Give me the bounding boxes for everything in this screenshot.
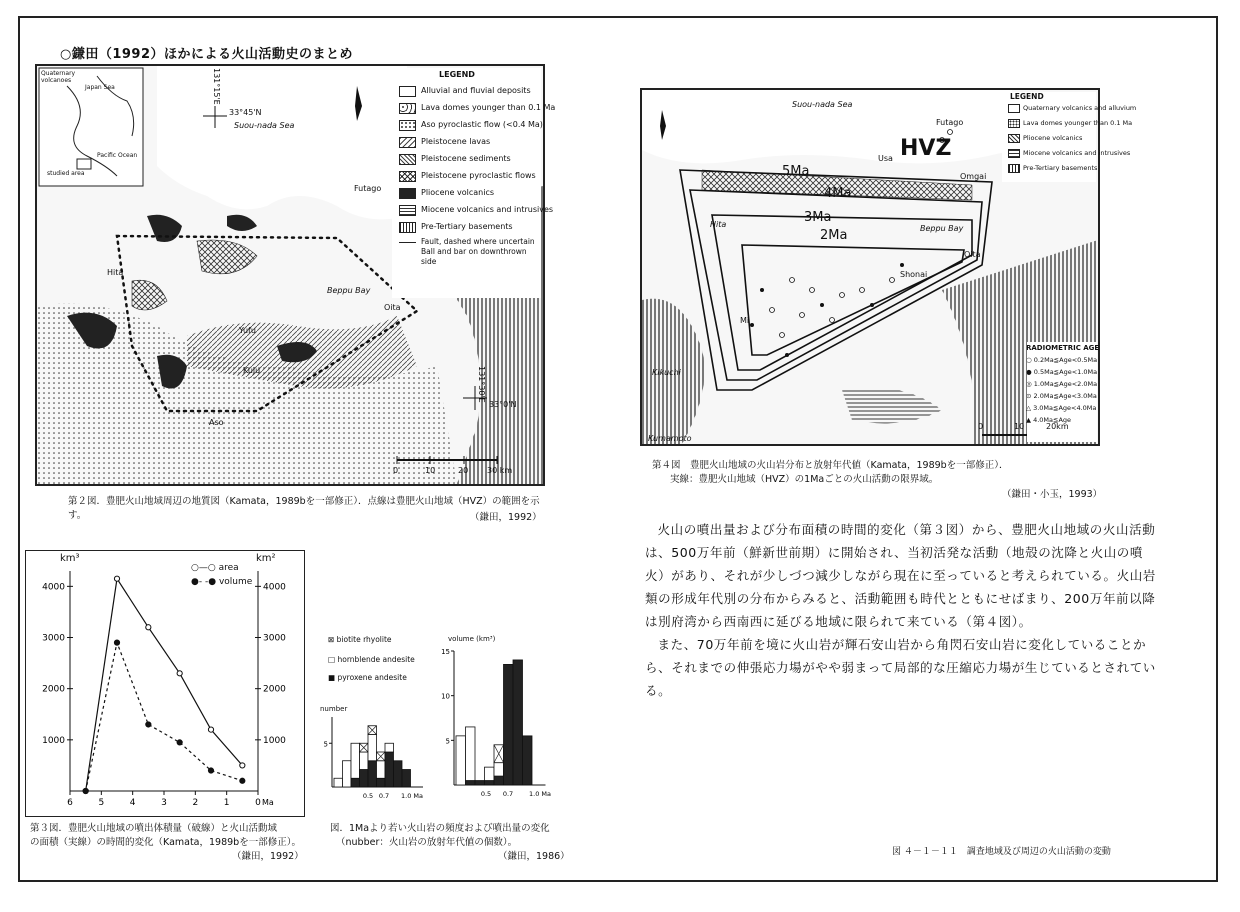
fig3-x-tick-label: 2 — [192, 798, 199, 808]
fig4-legend-item: Pre-Tertiary basements — [1008, 164, 1097, 172]
fig2-legend — [399, 70, 556, 298]
barNum-bar — [351, 778, 360, 787]
barVol-y-tick-label: 10 — [441, 692, 450, 701]
fig3-y-tick-label: 1000 — [42, 735, 65, 746]
fig2-legend-item: Pleistocene sediments — [399, 154, 511, 163]
barNum-x-tick-label: 0.7 — [378, 792, 390, 800]
fig2-legend-item: Lava domes younger than 0.1 Ma — [399, 103, 555, 112]
fig2-legend-title: LEGEND — [439, 70, 475, 79]
fig4-scale-10: 10 — [1014, 422, 1025, 431]
fig2-label-lat2: 33°0'N — [489, 400, 517, 409]
fig4-zone-4ma: 4Ma — [824, 186, 852, 201]
fig3-data-point — [208, 768, 213, 773]
fig3-data-point — [114, 640, 119, 645]
fig3-data-point — [177, 740, 182, 745]
fig2-legend-item: Alluvial and fluvial deposits — [399, 86, 531, 95]
fig4-label-sea: Suou-nada Sea — [792, 100, 853, 109]
page-title: ○鎌田（1992）ほかによる火山活動史のまとめ — [60, 47, 354, 62]
fig3-unit-right: km² — [256, 553, 276, 564]
fig4-radio-item: ▲ 4.0Ma≦Age — [1026, 416, 1072, 424]
fig3-y-tick-label: 2000 — [42, 684, 65, 695]
fig2-label-hita: Hita — [107, 268, 124, 277]
fig4-caption-source: （鎌田・小玉，1993） — [1002, 489, 1103, 500]
fig4-label-usa: Usa — [878, 154, 893, 163]
barVol-bar — [485, 781, 495, 785]
fig2-label-lat1: 33°45'N — [229, 108, 262, 117]
fig4-radio-item: ⊙ 2.0Ma≦Age<3.0Ma — [1026, 392, 1097, 400]
fig4-caption-2: 実線：豊肥火山地域（HVZ）の1Maごとの火山活動の限界域。 — [670, 474, 939, 485]
fig4-radio-item: △ 3.0Ma≦Age<4.0Ma — [1026, 404, 1097, 412]
barVol-x-tick-label: 0.5 — [480, 790, 492, 798]
barVol-bar — [494, 776, 504, 785]
body-paragraph-1: 火山の噴出量および分布面積の時間的変化（第３図）から、豊肥火山地域の火山活動は、500万年前（鮮新世前期）に開始され、当初活発な活動（地殻の沈降と火山の噴火）があり、それが少しづつ減少しながら現在に至っていると考えられている。火山岩類の形成年代別の分布からみると、活動範囲も時代とともにせばまり、200万年前以降は別府湾から西南西に延びる地域に限られて来ている（第４図）。 — [645, 522, 1156, 629]
fig2-caption-source: （鎌田，1992） — [470, 512, 542, 523]
barNum-bar — [360, 752, 369, 770]
fig2-label-oita: Oita — [384, 303, 401, 312]
fig3-unit-left: km³ — [60, 553, 80, 564]
fig2-legend-item: Pleistocene lavas — [399, 137, 490, 146]
fig4-label-oita: Oita — [964, 250, 981, 259]
barNum-bar — [377, 778, 386, 787]
fig3-data-point — [146, 625, 151, 630]
body-paragraph-2: また、70万年前を境に火山岩が輝石安山岩から角閃石安山岩に変化していることから、それまでの伸張応力場がやや弱まって局部的な圧縮応力場が生じているとされている。 — [645, 637, 1156, 698]
bars-caption-2: （nubber：火山岩の放射年代値の個数）。 — [336, 837, 518, 848]
fig2-fault-note: Fault, dashed where uncertain Ball and bar on downthrown side — [421, 237, 535, 266]
legend-swatch — [1008, 164, 1020, 173]
fig2-legend-item: Aso pyroclastic flow (<0.4 Ma) — [399, 120, 543, 129]
barVol-y-tick-label: 5 — [445, 737, 450, 746]
barVol-bar — [475, 781, 485, 785]
fig2-label-kuju: Kuju — [243, 366, 261, 375]
barVol-bar — [485, 767, 495, 780]
legend-swatch — [399, 205, 416, 216]
legend-swatch — [399, 103, 416, 114]
barNum-x-tick-label: 0.5 — [362, 792, 374, 800]
barNum-bar — [377, 761, 386, 779]
fig4-legend — [1008, 92, 1137, 182]
barNum-bar — [334, 778, 343, 787]
fig2-legend-item: Pleistocene pyroclastic flows — [399, 171, 536, 180]
fig4-scale-20: 20km — [1046, 422, 1069, 431]
barNum-bar — [385, 743, 394, 752]
legend-swatch — [399, 171, 416, 182]
fig3-chart-box — [25, 550, 305, 817]
fig3-x-tick-label: 1 — [223, 798, 230, 808]
barNum-bar — [368, 761, 377, 787]
barVol-bar — [523, 736, 533, 785]
fig3-series-line — [86, 579, 243, 791]
fig2-label-yufu: Yufu — [239, 326, 256, 335]
fig3-data-point — [146, 722, 151, 727]
fig2-label-lon2: 131°30'E — [477, 366, 486, 403]
fig2-label-bay: Beppu Bay — [327, 286, 371, 295]
fig2-label-sea: Suou-nada Sea — [234, 121, 295, 130]
fig3-y-tick-label: 3000 — [42, 633, 65, 644]
barVol-bar — [494, 763, 504, 776]
barNum-y-tick-label: 5 — [323, 740, 328, 749]
fig2-legend-item: Pre-Tertiary basements — [399, 222, 513, 231]
fig2-caption: 第２図．豊肥火山地域周辺の地質図（Kamata，1989bを一部修正）．点線は豊肥火山地域（HVZ）の範囲を示す。 — [68, 496, 540, 521]
fig4-legend-title: LEGEND — [1010, 92, 1044, 101]
bars-legend-biotite: ⊠ biotite rhyolite — [328, 635, 392, 644]
fig3-line-chart — [26, 551, 302, 814]
fig4-zone-3ma: 3Ma — [804, 210, 832, 225]
fig4-radiometric-legend — [1026, 344, 1098, 444]
fig4-radio-title: RADIOMETRIC AGE — [1026, 344, 1100, 352]
fig4-radio-item: ○ 0.2Ma≦Age<0.5Ma — [1026, 356, 1098, 364]
legend-swatch — [1008, 149, 1020, 158]
number-bar-chart — [318, 713, 428, 801]
fig4-radio-item: ● 0.5Ma≦Age<1.0Ma — [1026, 368, 1098, 376]
fig3-y-tick-label: 4000 — [42, 582, 65, 593]
fig2-inset-quat: Quaternary volcanoes — [41, 70, 76, 84]
legend-swatch — [399, 137, 416, 148]
fig4-volcanic-map — [640, 88, 1137, 446]
fig3-legend-area: ○—○ area — [191, 563, 239, 573]
barVol-bar — [456, 736, 466, 785]
fig4-label-bay: Beppu Bay — [920, 224, 964, 233]
fig4-label-hita: Hita — [710, 220, 727, 229]
barNum-bar — [343, 761, 352, 787]
fig3-data-point — [208, 727, 213, 732]
fig2-scale-30: 30 km — [487, 466, 513, 475]
fig3-x-tick-label: 0 — [255, 798, 261, 808]
legend-swatch — [1008, 134, 1020, 143]
fig4-label-mi: Mi — [740, 316, 750, 325]
barVol-x-tick-label: 1.0 Ma — [529, 790, 551, 798]
fig2-legend-item: Miocene volcanics and intrusives — [399, 205, 553, 214]
barNum-bar — [351, 743, 360, 778]
legend-swatch — [399, 120, 416, 131]
fig2-inset-japan: Japan Sea — [85, 84, 115, 91]
fig2-inset-pacific: Pacific Ocean — [97, 152, 138, 159]
fig3-legend-volume: ●- -● volume — [191, 577, 253, 587]
barNum-x-tick-label: 1.0 Ma — [401, 792, 423, 800]
fig4-legend-item: Lava domes younger than 0.1 Ma — [1008, 119, 1132, 127]
figure-label: 図 ４－１－１１ 調査地域及び周辺の火山活動の変動 — [892, 847, 1111, 857]
fig2-scale-0: 0 — [393, 466, 399, 475]
legend-swatch — [1008, 104, 1020, 113]
fig4-legend-item: Miocene volcanics and intrusives — [1008, 149, 1130, 157]
fig2-inset-studied: studied area — [47, 170, 85, 177]
fig3-y2-tick-label: 3000 — [263, 633, 286, 644]
bars-volume-label: volume (km³) — [448, 635, 496, 643]
legend-swatch — [399, 154, 416, 165]
legend-swatch — [1008, 119, 1020, 128]
fig3-x-unit: Ma — [262, 798, 274, 807]
fig4-legend-item: Quaternary volcanics and alluvium — [1008, 104, 1136, 112]
fig2-label-aso: Aso — [209, 418, 224, 427]
fig4-zone-5ma: 5Ma — [782, 164, 810, 179]
bars-caption-source: （鎌田，1986） — [498, 851, 570, 862]
volume-bar-chart — [438, 645, 556, 801]
fig3-series-line — [86, 643, 243, 791]
barVol-bar — [513, 660, 523, 785]
barNum-bar — [394, 761, 403, 787]
fig4-legend-item: Pliocene volcanics — [1008, 134, 1082, 142]
barVol-bar — [504, 664, 514, 785]
legend-swatch — [399, 188, 416, 199]
fig3-data-point — [240, 778, 245, 783]
fig3-x-tick-label: 3 — [161, 798, 167, 808]
fig3-data-point — [114, 576, 119, 581]
fig4-label-shonai: Shonai — [900, 270, 928, 279]
fig4-zone-2ma: 2Ma — [820, 228, 848, 243]
fig2-scale-20: 20 — [458, 466, 469, 475]
fig3-x-tick-label: 5 — [98, 798, 105, 808]
bars-number-label: number — [320, 705, 348, 713]
bar-charts-area — [318, 635, 558, 803]
fig4-label-futago: Futago — [936, 118, 964, 127]
fig4-label-kikuchi: Kikuchi — [652, 368, 681, 377]
bars-legend-hornblende: □ hornblende andesite — [328, 655, 415, 664]
body-text — [645, 518, 1157, 702]
fig3-y2-tick-label: 2000 — [263, 684, 286, 695]
fig4-label-hvz: HVZ — [900, 136, 952, 161]
fig4-scale-0: 0 — [978, 422, 984, 431]
fig3-data-point — [177, 671, 182, 676]
fig3-caption-source: （鎌田，1992） — [232, 851, 304, 862]
fig3-x-tick-label: 6 — [67, 798, 73, 808]
fig3-data-point — [83, 788, 88, 793]
fig3-y2-tick-label: 1000 — [263, 735, 286, 746]
fig2-legend-item: Pliocene volcanics — [399, 188, 494, 197]
fig3-caption: 第３図．豊肥火山地域の噴出体積量（破線）と火山活動域 — [30, 823, 278, 834]
fig4-label-omgai: Omgai — [960, 172, 987, 181]
fig4-label-kumamoto: Kumamoto — [648, 434, 692, 443]
bars-caption: 図．1Maより若い火山岩の頻度および噴出量の変化 — [330, 823, 550, 834]
fig3-caption-2: の面積（実線）の時間的変化（Kamata，1989bを一部修正）。 — [30, 837, 301, 848]
barNum-bar — [368, 735, 377, 761]
legend-swatch — [399, 222, 416, 233]
fig3-data-point — [240, 763, 245, 768]
fig3-y2-tick-label: 4000 — [263, 582, 286, 593]
bars-legend-pyroxene: ■ pyroxene andesite — [328, 673, 407, 682]
fault-symbol — [399, 242, 416, 251]
barNum-bar — [402, 770, 411, 788]
legend-swatch — [399, 86, 416, 97]
fig4-caption: 第４図 豊肥火山地域の火山岩分布と放射年代値（Kamata，1989bを一部修正）． — [652, 460, 1009, 471]
fig4-radio-item: ◎ 1.0Ma≦Age<2.0Ma — [1026, 380, 1098, 388]
barVol-bar — [466, 727, 476, 781]
barNum-bar — [385, 752, 394, 787]
fig2-label-lon: 131°15'E — [212, 68, 221, 105]
fig2-geologic-map — [35, 64, 556, 486]
fig2-label-futago: Futago — [354, 184, 382, 193]
barVol-x-tick-label: 0.7 — [502, 790, 514, 798]
barVol-bar — [466, 781, 476, 785]
barVol-y-tick-label: 15 — [441, 648, 450, 656]
fig2-scale-10: 10 — [425, 466, 436, 475]
barNum-bar — [360, 770, 369, 788]
fig3-x-tick-label: 4 — [129, 798, 136, 808]
